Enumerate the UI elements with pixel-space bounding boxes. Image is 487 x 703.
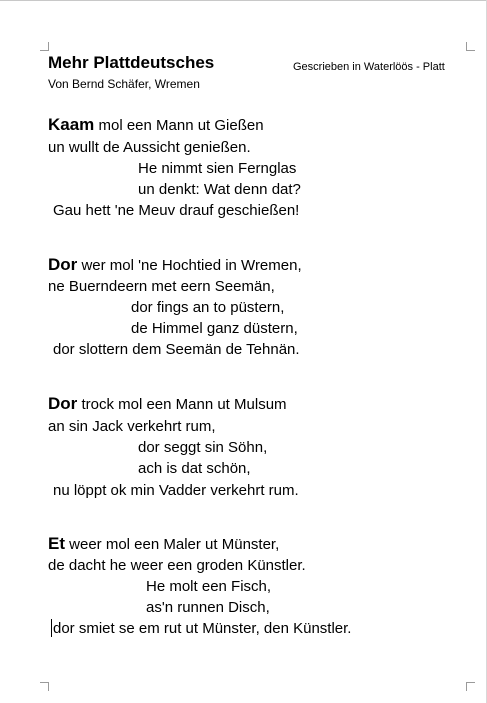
- stanza-2-line-1-text: wer mol 'ne Hochtied in Wremen,: [77, 257, 302, 274]
- margin-corner-mark-top-right: [466, 42, 475, 51]
- stanza-3-line-5[interactable]: nu löppt ok min Vadder verkehrt rum.: [53, 482, 299, 499]
- stanza-1-line-4[interactable]: un denkt: Wat denn dat?: [138, 181, 301, 198]
- stanza-4-line-2[interactable]: de dacht he weer een groden Künstler.: [48, 557, 306, 574]
- stanza-1-line-1[interactable]: [48, 116, 264, 135]
- stanza-4-line-1[interactable]: [48, 535, 279, 554]
- stanza-3-line-3[interactable]: dor seggt sin Söhn,: [138, 439, 268, 456]
- stanza-4-line-3[interactable]: He molt een Fisch,: [146, 578, 272, 595]
- stanza-4-lead-word: Et: [48, 534, 65, 553]
- dialect-note: Gescrieben in Waterlöös - Platt: [293, 61, 445, 73]
- margin-corner-mark-bottom-left: [40, 682, 49, 691]
- document-title: Mehr Plattdeutsches: [48, 53, 215, 72]
- stanza-2-line-2[interactable]: ne Buerndeern met eern Seemän,: [48, 278, 275, 295]
- stanza-4-line-1-text: weer mol een Maler ut Münster,: [65, 536, 280, 553]
- page-top-border: [0, 0, 487, 1]
- stanza-1-line-5[interactable]: Gau hett 'ne Meuv drauf geschießen!: [53, 202, 300, 219]
- stanza-2-line-5[interactable]: dor slottern dem Seemän de Tehnän.: [53, 341, 300, 358]
- stanza-4-line-4[interactable]: as'n runnen Disch,: [146, 599, 270, 616]
- stanza-3-line-1-text: trock mol een Mann ut Mulsum: [77, 396, 287, 413]
- stanza-3-line-4[interactable]: ach is dat schön,: [138, 460, 251, 477]
- stanza-4-line-5[interactable]: dor smiet se em rut ut Münster, den Künstler.: [53, 620, 352, 637]
- margin-corner-mark-top-left: [40, 42, 49, 51]
- stanza-1-lead-word: Kaam: [48, 115, 95, 134]
- margin-corner-mark-bottom-right: [466, 682, 475, 691]
- document-author: Von Bernd Schäfer, Wremen: [48, 77, 200, 91]
- text-cursor: [51, 619, 52, 637]
- stanza-2-lead-word: Dor: [48, 255, 78, 274]
- stanza-1-line-3[interactable]: He nimmt sien Fernglas: [138, 160, 297, 177]
- stanza-2-line-1[interactable]: [48, 256, 302, 275]
- stanza-1-line-1-text: mol een Mann ut Gießen: [94, 117, 264, 134]
- stanza-2-line-4[interactable]: de Himmel ganz düstern,: [131, 320, 298, 337]
- stanza-1-line-2[interactable]: un wullt de Aussicht genießen.: [48, 139, 251, 156]
- stanza-2-line-3[interactable]: dor fings an to püstern,: [131, 299, 285, 316]
- stanza-3-line-1[interactable]: [48, 395, 287, 414]
- stanza-3-lead-word: Dor: [48, 394, 78, 413]
- stanza-3-line-2[interactable]: an sin Jack verkehrt rum,: [48, 418, 216, 435]
